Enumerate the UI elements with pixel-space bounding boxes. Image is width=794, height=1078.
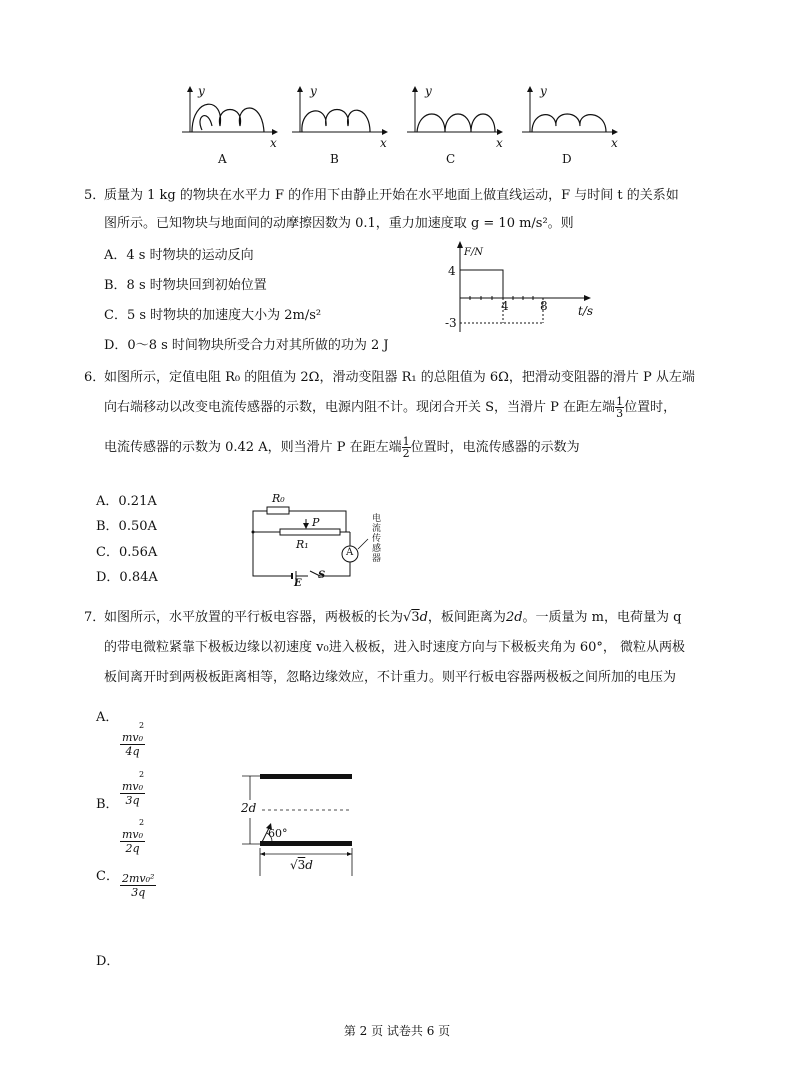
q7-length-var: d xyxy=(419,610,428,625)
q6-line2-text-b: 位置时， xyxy=(624,400,677,415)
q7-answer-4-den: 3q xyxy=(131,886,146,899)
graph-a-label: A xyxy=(218,152,227,166)
q7-answer-2-num: mv₀ xyxy=(122,780,144,793)
q6-sensor-label: 电流传感器 xyxy=(372,514,382,564)
q7-answer-2 xyxy=(120,780,145,807)
q7-answer-1-den: 4q xyxy=(125,745,140,758)
q7-answer-3 xyxy=(120,828,145,855)
q7-fig-length-var: d xyxy=(305,858,313,872)
q7-answer-3-sup: 2 xyxy=(139,818,145,827)
q7-line1-text-c: 。一质量为 m，电荷量为 q xyxy=(522,610,682,625)
q5-graph-x-mid: 4 xyxy=(501,299,509,313)
q5-graph-xlabel: t/s xyxy=(578,304,594,318)
q7-distance: 2d xyxy=(505,610,523,625)
graph-a-y: y xyxy=(198,84,205,98)
q7-fig-sqrt-symbol: √ xyxy=(290,858,298,872)
q7-sqrt-value: 3 xyxy=(411,610,420,625)
graph-a xyxy=(180,86,280,146)
q5-graph-y-neg: -3 xyxy=(445,316,457,330)
graph-d-x: x xyxy=(611,136,618,150)
q5-graph-ylabel: F/N xyxy=(464,247,484,258)
q7-fig-gap-label: 2d xyxy=(241,801,257,815)
q7-number: 7． xyxy=(84,610,106,625)
q6-option-d[interactable]: D．0.84A xyxy=(96,570,158,585)
graph-c xyxy=(405,86,505,146)
q7-fig-length-label xyxy=(290,858,313,872)
q7-fig-angle-label: 60° xyxy=(268,827,288,840)
q6-e-label: E xyxy=(294,578,302,589)
graph-d-label: D xyxy=(562,152,572,166)
graph-b-y: y xyxy=(310,84,317,98)
q6-option-a[interactable]: A．0.21A xyxy=(96,494,157,509)
graph-d-y: y xyxy=(540,84,547,98)
q6-r1-label: R₁ xyxy=(296,538,309,551)
q6-number: 6． xyxy=(84,370,106,385)
q5-option-c[interactable]: C．5 s 时物块的加速度大小为 2m/s² xyxy=(104,308,322,323)
q5-graph-y-pos: 4 xyxy=(448,264,456,278)
q7-answer-4-num: 2mv₀² xyxy=(122,872,155,885)
graph-b-label: B xyxy=(330,152,339,166)
q7-line3: 板间离开时到两极板距离相等，忽略边缘效应，不计重力。则平行板电容器两极板之间所加的电压为 xyxy=(104,670,677,685)
q7-answer-1-num: mv₀ xyxy=(122,731,144,744)
page-footer: 第 2 页 试卷共 6 页 xyxy=(343,1024,451,1038)
q7-line1-text-b: ，板间距离为 xyxy=(427,610,506,625)
q7-answer-4 xyxy=(120,872,156,899)
q7-option-b[interactable]: B． xyxy=(96,797,119,812)
q6-frac1-den: 3 xyxy=(616,407,624,420)
q6-line1: 如图所示，定值电阻 R₀ 的阻值为 2Ω，滑动变阻器 R₁ 的总阻值为 6Ω，把滑动变阻器的滑片 P 从左端 xyxy=(104,370,695,385)
q7-sqrt-symbol: √ xyxy=(403,610,412,625)
q7-answer-1-sup: 2 xyxy=(139,721,145,730)
q6-frac1-num: 1 xyxy=(616,395,624,408)
q6-fraction-2 xyxy=(402,436,411,459)
q5-graph-x-end: 8 xyxy=(540,299,548,313)
q6-line3-text-b: 位置时，电流传感器的示数为 xyxy=(410,440,580,455)
graph-c-label: C xyxy=(446,152,456,166)
q7-line2: 的带电微粒紧靠下极板边缘以初速度 v₀进入极板，进入时速度方向与下极板夹角为 60°， 微粒从两极 xyxy=(104,640,685,655)
graph-b xyxy=(290,86,390,146)
q5-option-a[interactable]: A．4 s 时物块的运动反向 xyxy=(104,248,254,263)
q6-option-c[interactable]: C．0.56A xyxy=(96,545,158,560)
q6-fraction-1 xyxy=(615,396,624,419)
q6-line3-text-a: 电流传感器的示数为 0.42 A，则当滑片 P 在距左端 xyxy=(104,440,402,455)
q7-option-c[interactable]: C． xyxy=(96,869,119,884)
q6-line3 xyxy=(104,436,580,459)
q5-line2: 图所示。已知物块与地面间的动摩擦因数为 0.1，重力加速度取 g = 10 m/s²。则 xyxy=(104,216,574,231)
q7-line1 xyxy=(104,606,681,625)
graph-c-x: x xyxy=(496,136,503,150)
q6-s-label: S xyxy=(318,570,326,581)
q7-answer-1 xyxy=(120,731,145,758)
q5-line1: 质量为 1 kg 的物块在水平力 F 的作用下由静止开始在水平地面上做直线运动，F 与时间 t 的关系如 xyxy=(104,188,679,203)
q5-option-b[interactable]: B．8 s 时物块回到初始位置 xyxy=(104,278,267,293)
q6-p-label: P xyxy=(312,516,320,529)
q6-line2-text-a: 向右端移动以改变电流传感器的示数，电源内阻不计。现闭合开关 S，当滑片 P 在距左端 xyxy=(104,400,616,415)
q7-answer-3-num: mv₀ xyxy=(122,828,144,841)
q7-answer-2-sup: 2 xyxy=(139,770,145,779)
q6-frac2-num: 1 xyxy=(402,435,410,448)
q5-number: 5． xyxy=(84,188,106,203)
graph-d xyxy=(520,86,620,146)
graph-b-x: x xyxy=(380,136,387,150)
graph-a-x: x xyxy=(270,136,277,150)
q6-meter-label: A xyxy=(346,547,354,558)
q7-line1-text-a: 如图所示，水平放置的平行板电容器，两极板的长为 xyxy=(104,610,404,625)
q6-option-b[interactable]: B．0.50A xyxy=(96,519,157,534)
q6-frac2-den: 2 xyxy=(402,447,410,460)
q7-answer-2-den: 3q xyxy=(125,794,140,807)
q6-line2 xyxy=(104,396,676,419)
q7-answer-3-den: 2q xyxy=(125,842,140,855)
q7-option-a[interactable]: A． xyxy=(96,710,119,725)
q6-r0-label: R₀ xyxy=(272,492,285,505)
graph-c-y: y xyxy=(425,84,432,98)
q5-option-d[interactable]: D．0～8 s 时间物块所受合力对其所做的功为 2 J xyxy=(104,338,389,353)
q7-fig-length-value: 3 xyxy=(297,858,306,872)
q7-option-d[interactable]: D． xyxy=(96,954,120,969)
